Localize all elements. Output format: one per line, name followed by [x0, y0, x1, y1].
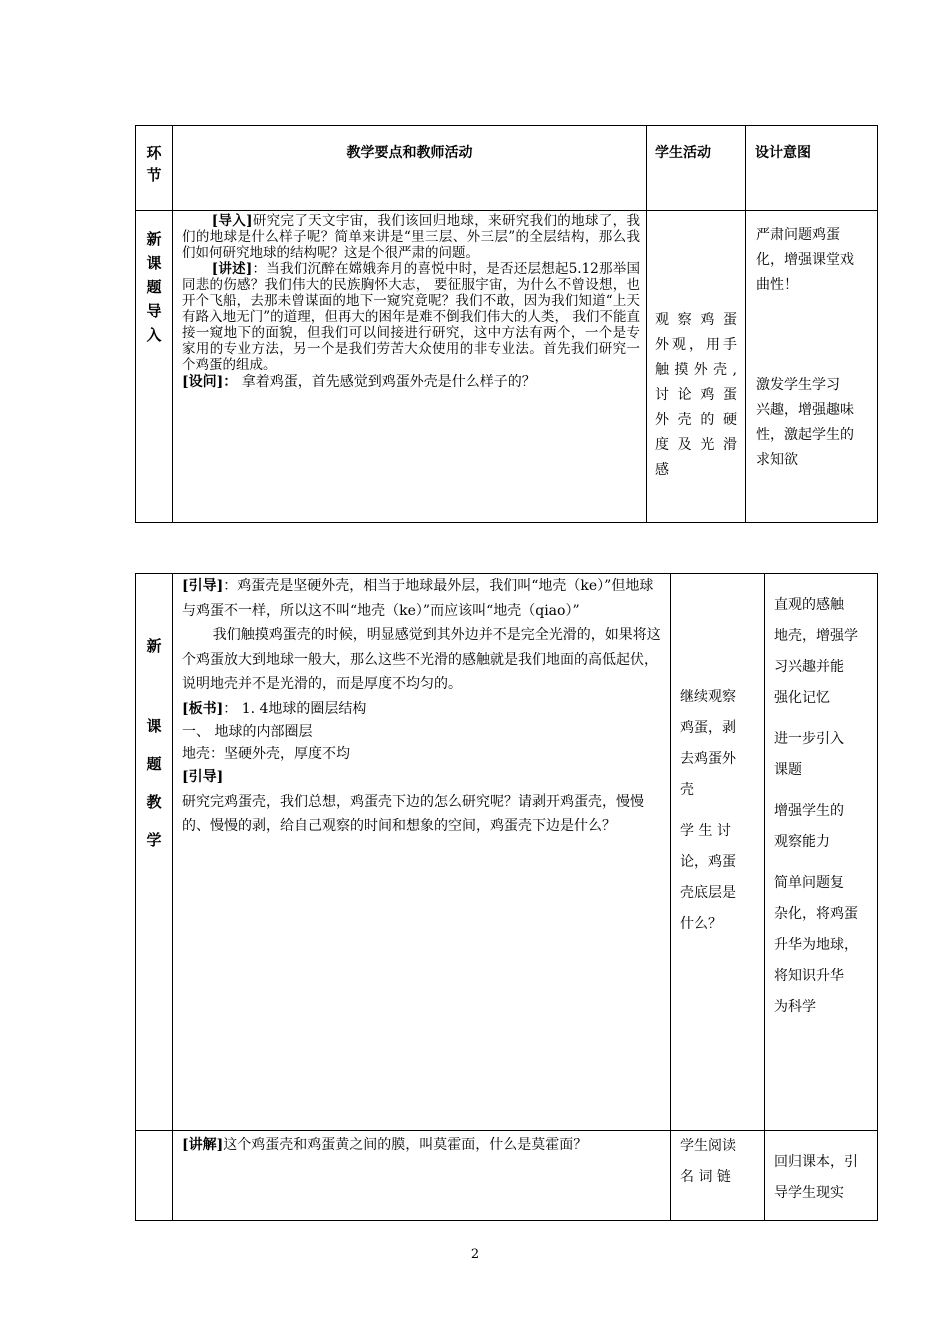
design-line: 增强学生的: [774, 803, 844, 819]
design-line: 曲性！: [756, 277, 798, 293]
teaching-row: [136, 574, 878, 1131]
guide-paragraph: [182, 574, 664, 623]
stage-cell: [136, 574, 173, 1131]
student-line: 触摸外壳,: [655, 362, 737, 378]
board-line: 地壳：坚硬外壳，厚度不均: [182, 746, 350, 762]
header-row: [136, 126, 878, 211]
board-paragraph: [182, 697, 664, 722]
board-line: 一、 地球的内部圈层: [182, 724, 313, 740]
student-line: 继续观察: [680, 689, 736, 705]
header-teaching-label: 教学要点和教师活动: [346, 145, 473, 161]
guide2-tag: [引导]: [182, 769, 224, 785]
stage-char: 学: [146, 831, 162, 849]
header-design: [746, 126, 878, 211]
explain-row: [136, 1131, 878, 1221]
design-line: 地壳，增强学: [774, 628, 858, 644]
stage-char: 题: [146, 278, 162, 296]
touch-paragraph: 我们触摸鸡蛋壳的时候，明显感觉到其外边并不是完全光滑的，如果将这个鸡蛋放大到地球一般大，那么这些不光滑的感触就是我们地面的高低起伏，说明地壳并不是光滑的，而是厚度不均匀的。: [182, 627, 661, 692]
design-line: 将知识升华: [774, 968, 844, 984]
guide2-text: 研究完鸡蛋壳，我们总想，鸡蛋壳下边的怎么研究呢？请剥开鸡蛋壳，慢慢的、慢慢的剥，给自己观察的时间和想象的空间，鸡蛋壳下边是什么？: [182, 793, 644, 834]
stage-char: 课: [146, 254, 162, 272]
student-line: 去鸡蛋外: [680, 751, 736, 767]
intro-paragraph: [182, 213, 640, 261]
student-line: 学生阅读: [680, 1138, 736, 1154]
design-line: 课题: [774, 762, 802, 778]
design-line: 化，增强课堂戏: [756, 252, 854, 268]
explain-text: 这个鸡蛋壳和鸡蛋黄之间的膜，叫莫霍面，什么是莫霍面？: [223, 1137, 588, 1153]
design-line: 为科学: [774, 999, 816, 1015]
stage-char: 题: [146, 755, 162, 773]
design-spacer: [774, 714, 871, 724]
design-line: 性，激起学生的: [756, 427, 854, 443]
page-number: 2: [470, 1247, 480, 1262]
design-line: 习兴趣并能: [774, 659, 844, 675]
student-line: 论，鸡蛋: [680, 854, 736, 870]
teaching-cell: [173, 574, 671, 1131]
student-line: 度及光滑: [655, 437, 737, 453]
student-line: 感: [655, 462, 669, 478]
design-line: 简单问题复: [774, 875, 844, 891]
student-cell: [647, 211, 746, 523]
guide-tag: [引导]: [182, 578, 224, 594]
student-spacer: [680, 806, 756, 816]
teaching-cell: [173, 1131, 671, 1221]
design-line: 回归课本，引: [774, 1154, 858, 1170]
design-cell: [765, 1131, 878, 1221]
question-tag: [设问]：: [182, 374, 238, 390]
student-line: 外观，用手: [655, 337, 737, 353]
narration-tag: [讲述]: [211, 261, 253, 277]
stage-char: 教: [146, 793, 162, 811]
stage-char: 课: [146, 717, 162, 735]
design-line: 导学生现实: [774, 1185, 844, 1201]
intro-row: [136, 211, 878, 523]
student-line: 观察鸡蛋: [655, 312, 737, 328]
intro-tag: [导入]: [211, 213, 253, 229]
student-line: 鸡蛋，剥: [680, 720, 736, 736]
design-line: 严肃问题鸡蛋: [756, 227, 840, 243]
design-line: 进一步引入: [774, 731, 844, 747]
stage-char: 入: [146, 326, 162, 344]
student-cell: [671, 574, 765, 1131]
lesson-table-intro: [135, 125, 878, 523]
student-line: 壳底层是: [680, 885, 736, 901]
header-student: [647, 126, 746, 211]
student-line: 外壳的硬: [655, 412, 737, 428]
intro-text: 研究完了天文宇宙，我们该回归地球，来研究我们的地球了，我们的地球是什么样子呢？简单来讲是“里三层、外三层”的全层结构，那么我们如何研究地球的结构呢？这是个很严肃的问题。: [182, 213, 640, 261]
guide-text: ：鸡蛋壳是坚硬外壳，相当于地球最外层，我们叫“地壳（ke）”但地球与鸡蛋不一样，所以这不叫“地壳（ke）”而应该叫“地壳（qiao）”: [182, 578, 654, 619]
board-text: ： 1. 4地球的圈层结构: [223, 700, 367, 717]
student-line: 什么？: [680, 916, 722, 932]
student-line: 学 生 讨: [680, 823, 731, 839]
header-teaching: [173, 126, 647, 211]
teaching-cell: [173, 211, 647, 523]
design-line: 直观的感触: [774, 597, 844, 613]
design-spacer: [774, 858, 871, 868]
header-stage-char: 环: [146, 144, 162, 162]
design-spacer: [774, 786, 871, 796]
question-text: 拿着鸡蛋，首先感觉到鸡蛋外壳是什么样子的？: [237, 374, 536, 390]
student-line: 名 词 链: [680, 1169, 731, 1185]
narration-paragraph: [182, 261, 640, 373]
stage-cell-empty: [136, 1131, 173, 1221]
stage-cell: [136, 211, 173, 523]
student-line: 讨论鸡蛋: [655, 387, 737, 403]
design-line: 兴趣，增强趣味: [756, 402, 854, 418]
header-student-label: 学生活动: [655, 145, 711, 161]
header-stage-char: 节: [146, 166, 162, 184]
stage-char: 新: [146, 637, 162, 655]
stage-char: 新: [146, 230, 162, 248]
design-cell: [765, 574, 878, 1131]
explain-tag: [讲解]: [182, 1137, 224, 1153]
design-line: 观察能力: [774, 834, 830, 850]
student-line: 壳: [680, 782, 694, 798]
design-cell: [746, 211, 878, 523]
design-spacer: [756, 298, 871, 373]
header-design-label: 设计意图: [755, 145, 811, 161]
question-paragraph: [182, 373, 640, 391]
stage-char: 导: [146, 302, 162, 320]
narration-text: ：当我们沉醉在嫦娥奔月的喜悦中时，是否还层想起5.12那举国同悲的伤感？我们伟大的民族胸怀大志， 要征服宇宙，为什么不曾设想，也开个飞船，去那未曾谋面的地下一窥究竟呢？我们不敢，因为我们知道“上天有路入地无门”的道理，但再大的困年是难不倒我们伟大的人类， 我们不能直接一窥地下的面貌，但我们可以间接进行研究，这中方法有两个，一个是专家用的专业方法，另一个是我们劳苦大众使用的非专业法。首先我们研究一个鸡蛋的组成。: [182, 261, 640, 373]
explain-paragraph: [182, 1133, 664, 1158]
design-line: 杂化，将鸡蛋: [774, 906, 858, 922]
design-line: 强化记忆: [774, 690, 830, 706]
lesson-table-teaching: [135, 573, 878, 1221]
header-stage: [136, 126, 173, 211]
student-cell: [671, 1131, 765, 1221]
design-line: 求知欲: [756, 452, 798, 468]
design-line: 升华为地球，: [774, 937, 858, 953]
board-tag: [板书]: [182, 700, 224, 717]
design-line: 激发学生学习: [756, 377, 840, 393]
